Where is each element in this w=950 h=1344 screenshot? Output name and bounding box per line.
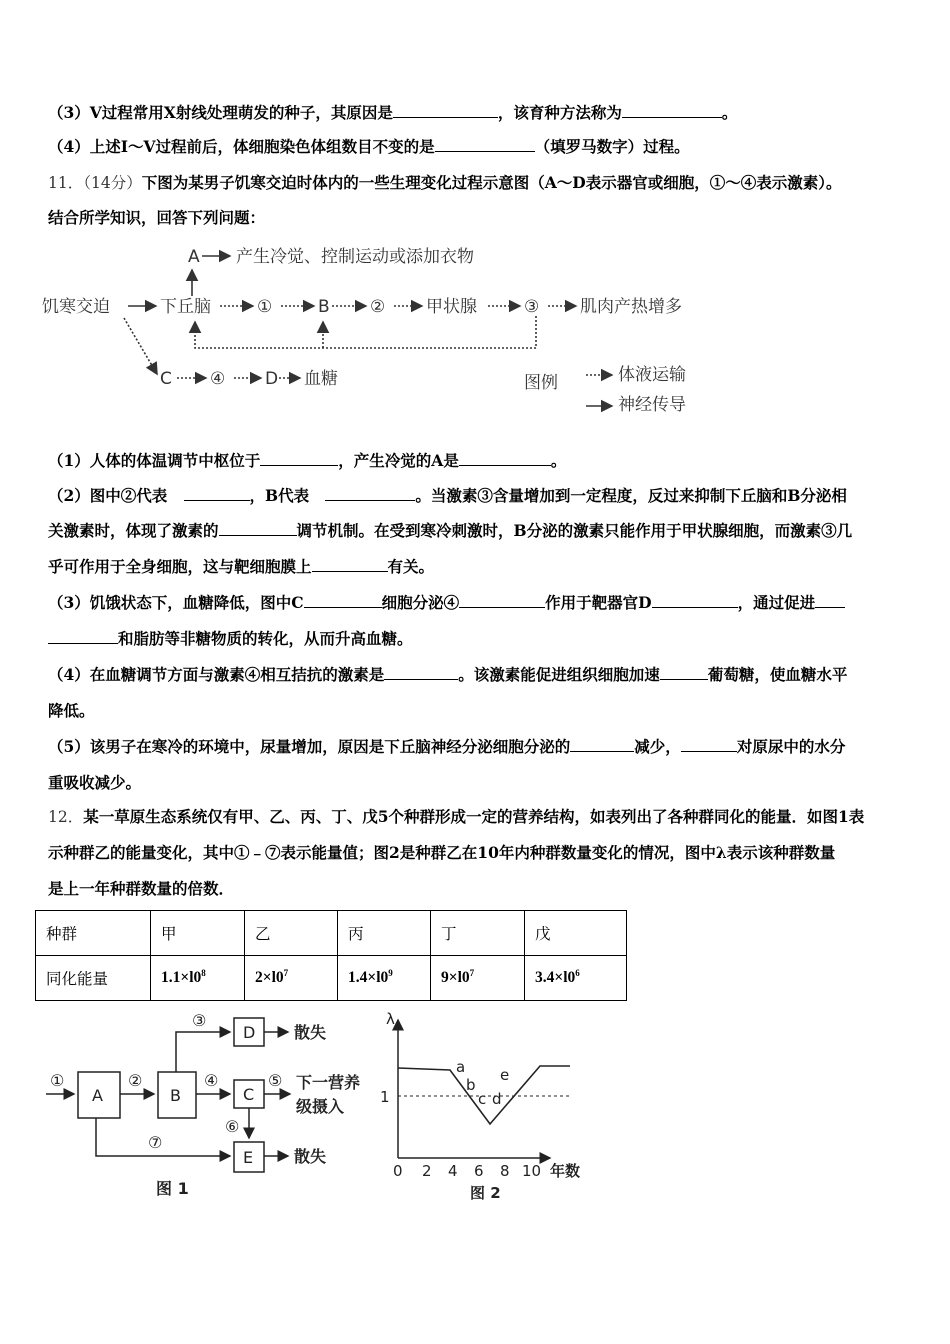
diagram-hypothalamus: 下丘脑 <box>160 297 211 317</box>
fig1-label-E: E <box>243 1148 254 1167</box>
fig1-sanshi-1: 散失 <box>294 1023 327 1042</box>
figure-2 <box>380 1008 610 1208</box>
fig1-n3: ③ <box>192 1011 207 1030</box>
table-cell: $1.4\times l0^9$ <box>338 956 431 1001</box>
answer-blank[interactable] <box>652 592 738 608</box>
answer-blank[interactable] <box>184 485 250 501</box>
q11-sub2-line1: （2）图中②代表 ，B代表 。当激素③含量增加到一定程度，反过来抑制下丘脑和B分泌相 <box>48 486 847 505</box>
fig2-tick-8: 8 <box>500 1162 510 1180</box>
q12-stem-line1: 12．某一草原生态系统仅有甲、乙、丙、丁、戊5个种群形成一定的营养结构，如表列出了各种群同化的能量．如图1表 <box>48 807 865 826</box>
answer-blank[interactable] <box>304 592 382 608</box>
answer-blank[interactable] <box>681 736 737 752</box>
fig2-caption: 图 2 <box>470 1184 501 1202</box>
diagram-start: 饥寒交迫 <box>42 297 110 317</box>
answer-blank[interactable] <box>312 556 388 572</box>
figure-1 <box>40 1008 380 1208</box>
diagram-muscle: 肌肉产热增多 <box>580 297 682 317</box>
fig1-n4: ④ <box>204 1071 219 1090</box>
fig1-next-2: 级摄入 <box>296 1097 345 1116</box>
table-cell: $2\times l0^7$ <box>245 956 338 1001</box>
table-cell: $3.4\times l0^6$ <box>525 956 627 1001</box>
diagram-hormone-3: ③ <box>524 297 540 317</box>
diagram-hormone-2: ② <box>370 297 386 317</box>
answer-blank[interactable] <box>459 450 551 466</box>
answer-blank[interactable] <box>219 520 297 536</box>
answer-blank[interactable] <box>384 664 458 680</box>
fig2-tick-0: 0 <box>393 1162 403 1180</box>
table-row <box>36 956 627 1001</box>
diagram-C: C <box>160 369 172 389</box>
table-cell: 戊 <box>525 911 627 956</box>
q11-sub3-line1: （3）饥饿状态下，血糖降低，图中C 细胞分泌④ 作用于靶器官D ，通过促进 <box>48 592 845 614</box>
answer-blank[interactable] <box>48 628 118 644</box>
table-cell: 乙 <box>245 911 338 956</box>
fig1-n5: ⑤ <box>268 1071 283 1090</box>
table-cell: 丁 <box>431 911 525 956</box>
table-cell: $9\times l0^7$ <box>431 956 525 1001</box>
table-cell: 丙 <box>338 911 431 956</box>
fig2-xlabel: 年数 <box>550 1162 581 1180</box>
fig2-tick-2: 2 <box>422 1162 432 1180</box>
q11-sub5-line1: （5）该男子在寒冷的环境中，尿量增加，原因是下丘脑神经分泌细胞分泌的 减少， 对原尿中的水分 <box>48 737 846 756</box>
fig1-label-A: A <box>92 1086 103 1105</box>
fig1-next-1: 下一营养 <box>296 1073 361 1092</box>
diagram-thyroid: 甲状腺 <box>426 297 477 317</box>
fig2-point-e: e <box>500 1066 510 1084</box>
q11-sub2-line2: 关激素时，体现了激素的 调节机制。在受到寒冷刺激时，B分泌的激素只能作用于甲状腺细胞，而激素③几 <box>48 521 853 540</box>
fig2-one: 1 <box>380 1088 390 1106</box>
diagram-A: A <box>188 247 200 267</box>
table-cell: 同化能量 <box>36 956 151 1001</box>
fig1-n6: ⑥ <box>225 1117 240 1136</box>
diagram-hormone-4: ④ <box>210 369 226 389</box>
q11-sub4-line2: 降低。 <box>48 701 95 720</box>
fig1-n2: ② <box>128 1071 143 1090</box>
q11-sub4-line1: （4）在血糖调节方面与激素④相互拮抗的激素是 。该激素能促进组织细胞加速 葡萄糖，使血糖水平 <box>48 665 848 684</box>
fig1-label-D: D <box>243 1023 256 1042</box>
legend-title: 图例 <box>524 373 558 393</box>
answer-blank[interactable] <box>459 592 545 608</box>
fig1-caption: 图 1 <box>156 1179 189 1198</box>
q11-sub5-line2: 重吸收减少。 <box>48 773 142 792</box>
answer-blank[interactable] <box>622 102 722 118</box>
answer-blank[interactable] <box>570 736 634 752</box>
q10-part4: （4）上述I～V过程前后，体细胞染色体组数目不变的是 （填罗马数字）过程。 <box>48 137 690 156</box>
q11-stem-line2: 结合所学知识，回答下列问题： <box>48 208 266 227</box>
q10-part3: （3）V过程常用X射线处理萌发的种子，其原因是 ，该育种方法称为 。 <box>48 103 738 122</box>
fig2-ylabel: λ <box>386 1010 395 1028</box>
answer-blank[interactable] <box>815 592 845 608</box>
diagram-B: B <box>318 297 330 317</box>
legend-fluid: 体液运输 <box>618 365 686 385</box>
q11-diagram <box>40 238 720 423</box>
answer-blank[interactable] <box>660 664 708 680</box>
fig1-n1: ① <box>50 1071 65 1090</box>
fig2-point-c: c <box>478 1090 487 1108</box>
energy-table <box>35 910 627 1001</box>
q11-sub2-line3: 乎可作用于全身细胞，这与靶细胞膜上 有关。 <box>48 557 435 576</box>
table-cell: 甲 <box>151 911 245 956</box>
q11-stem-line1: 11．（14分）下图为某男子饥寒交迫时体内的一些生理变化过程示意图（A～D表示器官或细胞，①～④表示激素）。 <box>48 173 842 192</box>
fig1-label-C: C <box>243 1085 255 1104</box>
fig2-tick-4: 4 <box>448 1162 458 1180</box>
q11-sub1: （1）人体的体温调节中枢位于 ，产生冷觉的A是 。 <box>48 451 567 470</box>
answer-blank[interactable] <box>393 102 498 118</box>
fig2-point-a: a <box>456 1058 466 1076</box>
q11-sub3-line2: 和脂肪等非糖物质的转化，从而升高血糖。 <box>48 628 413 650</box>
fig1-sanshi-2: 散失 <box>294 1147 327 1166</box>
q12-stem-line2: 示种群乙的能量变化，其中①﹣⑦表示能量值；图2是种群乙在10年内种群数量变化的情况，图中λ表示该种群数量 <box>48 843 836 862</box>
table-cell: 种群 <box>36 911 151 956</box>
answer-blank[interactable] <box>325 485 415 501</box>
fig1-n7: ⑦ <box>148 1133 163 1152</box>
fig2-tick-10: 10 <box>522 1162 542 1180</box>
diagram-hormone-1: ① <box>257 297 273 317</box>
diagram-D: D <box>265 369 279 389</box>
diagram-A-result: 产生冷觉、控制运动或添加衣物 <box>236 247 474 267</box>
fig1-label-B: B <box>170 1086 181 1105</box>
legend-nerve: 神经传导 <box>618 395 686 415</box>
answer-blank[interactable] <box>260 450 338 466</box>
q12-stem-line3: 是上一年种群数量的倍数． <box>48 879 235 898</box>
answer-blank[interactable] <box>435 136 535 152</box>
table-cell: $1.1\times l0^8$ <box>151 956 245 1001</box>
fig2-point-b: b <box>466 1076 476 1094</box>
diagram-blood: 血糖 <box>304 369 338 389</box>
fig2-point-d: d <box>492 1090 502 1108</box>
fig2-tick-6: 6 <box>474 1162 484 1180</box>
table-row <box>36 911 627 956</box>
